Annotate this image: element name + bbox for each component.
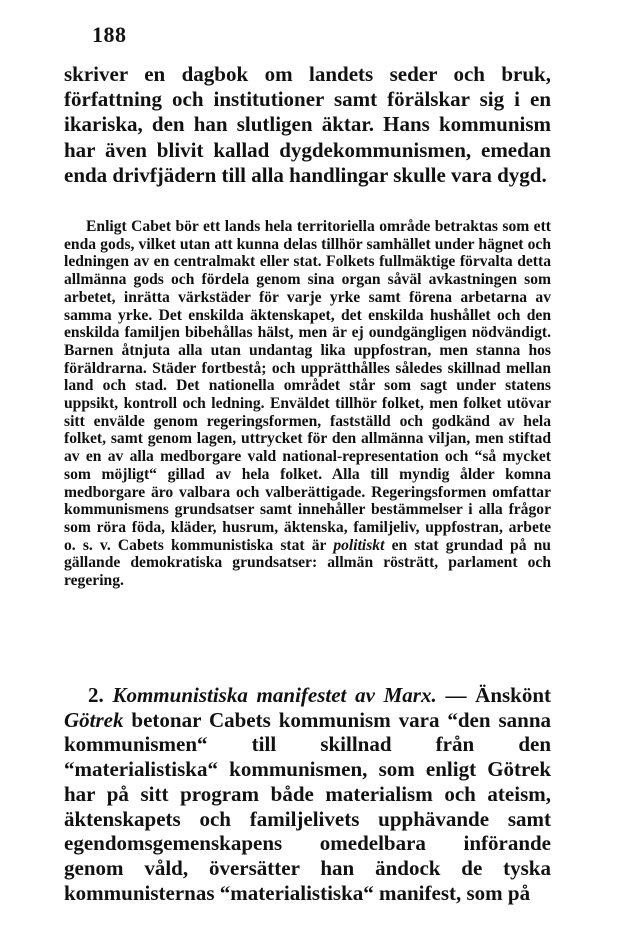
section-number: 2. (88, 683, 104, 707)
section-paragraph (64, 683, 551, 905)
section-dash: — (445, 683, 467, 707)
paragraph-2-text: Enligt Cabet bör ett lands hela territoriella område betraktas som ett enda gods, vilket utan att kunna delas tillhör samhället under hägnet och ledningen av en centralmakt eller stat. Folkets fullmäktige förvalta detta allmänna gods och fördela genom sina organ såväl avkastningen som arbetet, inrätta värkstäder för varje yrke samt förena arbetarna av samma yrke. Det enskilda äktenskapet, det enskilda hushållet och den enskilda familjen bibehållas hälst, men är ej oundgängligen nödvändigt. Barnen åtnjuta alla utan undantag lika uppfostran, men stanna hos föräldrarna. Städer fortbestå; och upprätthålles således skillnad mellan land och stad. Det nationella området står som sagt under statens uppsikt, kontroll och ledning. Enväldet tillhör folket, men folket utövar sitt envälde genom regeringsformen, fastställd och godkänd av hela folket, samt genom lagen, uttrycket för den allmänna viljan, men stiftad av en av alla medborgare vald national-representation och “så mycket som möjligt“ gillad av hela folket. Alla till myndig ålder komna medborgare äro valbara och valberättigade. Regeringsformen omfattar kommunismens grundsatser samt innehåller bestämmelser i alla frågor som röra föda, kläder, husrum, äktenska, familjeliv, uppfostran, arbete o. s. v. Cabets kommunistiska stat är (64, 218, 551, 554)
section-title: Kommunistiska manifestet av Marx. (112, 683, 437, 707)
paragraph-1: skriver en dagbok om landets seder och bruk, författning och institutioner samt förälskar sig i en ikariska, den han slutligen äktar. Hans kommunism har även blivit kallad dygdekommunismen, emedan enda drivfjädern till alla handlingar skulle vara dygd. (64, 62, 551, 187)
section-name: Götrek (64, 707, 124, 732)
section-text-start: Änskönt (475, 683, 552, 707)
paragraph-2-emphasis: politiskt (333, 536, 385, 554)
paragraph-2-text-end: en stat grundad på nu gällande demokratiska grundsatser: allmän rösträtt, parlament och regering. (64, 536, 551, 590)
paragraph-2 (64, 218, 551, 590)
section-text: betonar Cabets kommunism vara “den sanna kommunismen“ till skillnad från den “materialistiska“ kommunismen, som enligt Götrek har på sitt program både materialism och ateism, äktenskapets och familjelivets upphävande samt egendomsgemenskapens omedelbara införande genom våld, översätter han ändock de tyska kommunisternas “materialistiska“ manifest, som på (64, 707, 552, 905)
page-number: 188 (92, 22, 127, 47)
